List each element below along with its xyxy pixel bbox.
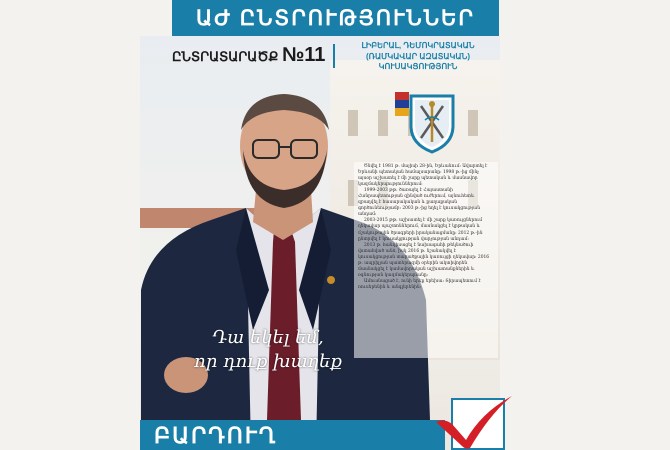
checkmark-icon: [430, 392, 515, 450]
candidate-biography: [354, 162, 498, 358]
bio-paragraph: Ծնվել է 1981 թ. մայիսի 28-ին, Երևանում: Ավարտել է Երևանի պետական համալսարանը: 1998 թ.-ից մինչ այսօր աշխատել է մի շարք պետական և մասնավոր կազմակերպություններում:: [358, 164, 488, 188]
party-line-1: ԼԻԲԵՐԱԼ, ԴԵՄՈԿՐԱՏԱԿԱՆ: [361, 41, 475, 50]
party-line-2: (ՌԱՄԿԱՎԱՐ ԱԶԱՏԱԿԱՆ): [365, 51, 471, 61]
bio-paragraph: 1999-2003 թթ. ծառայել է Հայաստանի Հանրապետության զինված ուժերում, այնուհետև զբաղվել է հասարակական և քաղաքական գործունեությամբ: 2003 թ.-ից եղել է կուսակցության անդամ:: [358, 188, 480, 218]
slogan-line-1: Դա եկել եմ,: [212, 327, 324, 348]
candidate-name: ԲԱՐԴՈՒՂ: [154, 423, 278, 448]
bio-paragraph: Ամուսնացած է, ունի երեք երեխա: Տիրապետում է ռուսերենին և անգլերենին:: [358, 278, 481, 290]
campaign-slogan: [168, 326, 368, 374]
bio-paragraph: 2013 թ. հանդիսացել է նախագահի թեկնածուի վստահված անձ, իսկ 2016 թ. նշանակվել է կուսակցության տարածքային կառույցի ղեկավար: 2016 թ. ապրիլյան պատերազմի օրերին ակտիվորեն մասնակցել է կամավորական աշխատանքներին և օգնության կազմակերպմանը:: [358, 242, 490, 278]
district-number: №11: [281, 44, 326, 66]
district-text: ԸՆՏՐԱՏԱՐԱԾՔ: [172, 49, 279, 64]
header-divider: [333, 44, 335, 68]
party-line-3: ԿՈՒՍԱԿՑՈՒԹՅՈՒՆ: [378, 62, 458, 71]
party-name: [343, 41, 493, 73]
header-title: ԱԺ ԸՆՏՐՈՒԹՅՈՒՆՆԵՐ: [195, 6, 475, 30]
slogan-line-2: որ դուք խաղեք: [194, 351, 342, 372]
bio-paragraph: 2003-2015 թթ. աշխատել է մի շարք կառույցներում ղեկավար պաշտոններում, մասնակցել է կրթական և մշակութային ծրագրերի իրականացմանը: 2012 թ.-ին ընտրվել է կուսակցության վարչության անդամ:: [358, 218, 483, 242]
district-label: [172, 44, 325, 67]
header-banner: [172, 0, 499, 36]
